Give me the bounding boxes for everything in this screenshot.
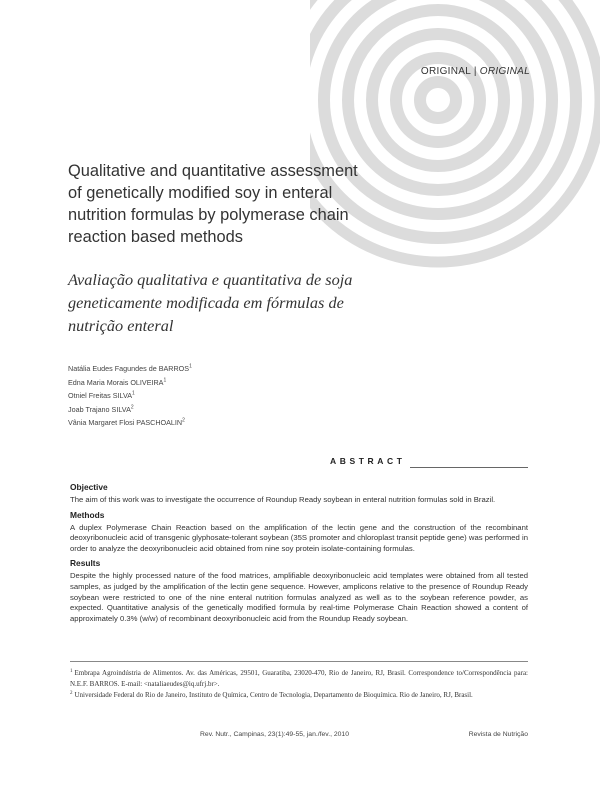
abstract-heading: ABSTRACT	[330, 456, 406, 466]
article-type-label	[380, 66, 530, 77]
objective-text: The aim of this work was to investigate the occurrence of Roundup Ready soybean in enteral nutrition formulas sold in Brazil.	[70, 495, 496, 504]
author-item: Vânia Margaret Flosi PASCHOALIN$^2$	[68, 417, 185, 428]
author-list	[68, 362, 318, 430]
article-type-pt: ORIGINAL	[479, 66, 530, 77]
author-item: Natália Eudes Fagundes de BARROS$^1$	[68, 363, 192, 373]
title-portuguese: Avaliação qualitativa e quantitativa de soja geneticamente modificada em fórmulas de nutrição enteral	[68, 270, 353, 335]
author-item: Otniel Freitas SILVA$^1$	[68, 390, 135, 401]
footnote-item: $^2$ Universidade Federal do Rio de Janeiro, Instituto de Química, Centro de Tecnologia, Departamento de Bioquímica. Rio de Janeiro, RJ, Brasil.	[70, 690, 473, 700]
article-type-en: ORIGINAL |	[420, 66, 480, 77]
abstract-body	[70, 481, 528, 627]
results-text: Despite the highly processed nature of the food matrices, amplifiable deoxyribonucleic acid templates were obtained from all tested samples, as judged by the amplification of the lectin gene sequence. However, amplicons relative to the presence of Roundup Ready soybean were restricted to one of the nine enteral nutrition formulas analyzed as well as to the soybean reference powder, as expected. Quantitative analysis of the genetically modified formula by real-time Polymerase Chain Reaction showed a content of approximately 0.3% (w/w) of recombinant deoxyribonucleic acid from the Roundup Ready soybean.	[70, 571, 528, 623]
methods-text: A duplex Polymerase Chain Reaction based on the amplification of the lectin gene and the construction of the recombinant deoxyribonucleic acid of transgenic glyphosate-tolerant soybean (35S promoter and chloroplast transit peptide gene) was performed in order to analyze the deoxyribonucleic acid obtained from nine soy protein isolate-containing formulas.	[70, 522, 528, 553]
title-english: Qualitative and quantitative assessment of genetically modified soy in enteral nutrition formulas by polymerase chain reaction based methods	[68, 162, 358, 246]
footnote-divider	[70, 661, 528, 662]
author-item: Joab Trajano SILVA$^2$	[68, 404, 134, 414]
footer-citation: Rev. Nutr., Campinas, 23(1):49-55, jan./fev., 2010	[200, 731, 349, 738]
methods-heading: Methods	[70, 509, 105, 520]
footer-journal: Revista de Nutrição	[468, 731, 528, 738]
footnote-item: $^1$ Embrapa Agroindústria de Alimentos. Av. das Américas, 29501, Guaratiba, 23020-470, Rio de Janeiro, RJ, Brasil. Correspondence to/Correspondência para: N.E.F. BARROS. E-mail: <nataliaeudes@iq.ufrj.br>.	[70, 668, 528, 688]
footnotes	[70, 668, 528, 702]
results-heading: Results	[70, 558, 101, 569]
author-item: Edna Maria Morais OLIVEIRA$^1$	[68, 377, 167, 387]
objective-heading: Objective	[70, 482, 108, 492]
abstract-heading-rule	[410, 467, 528, 468]
